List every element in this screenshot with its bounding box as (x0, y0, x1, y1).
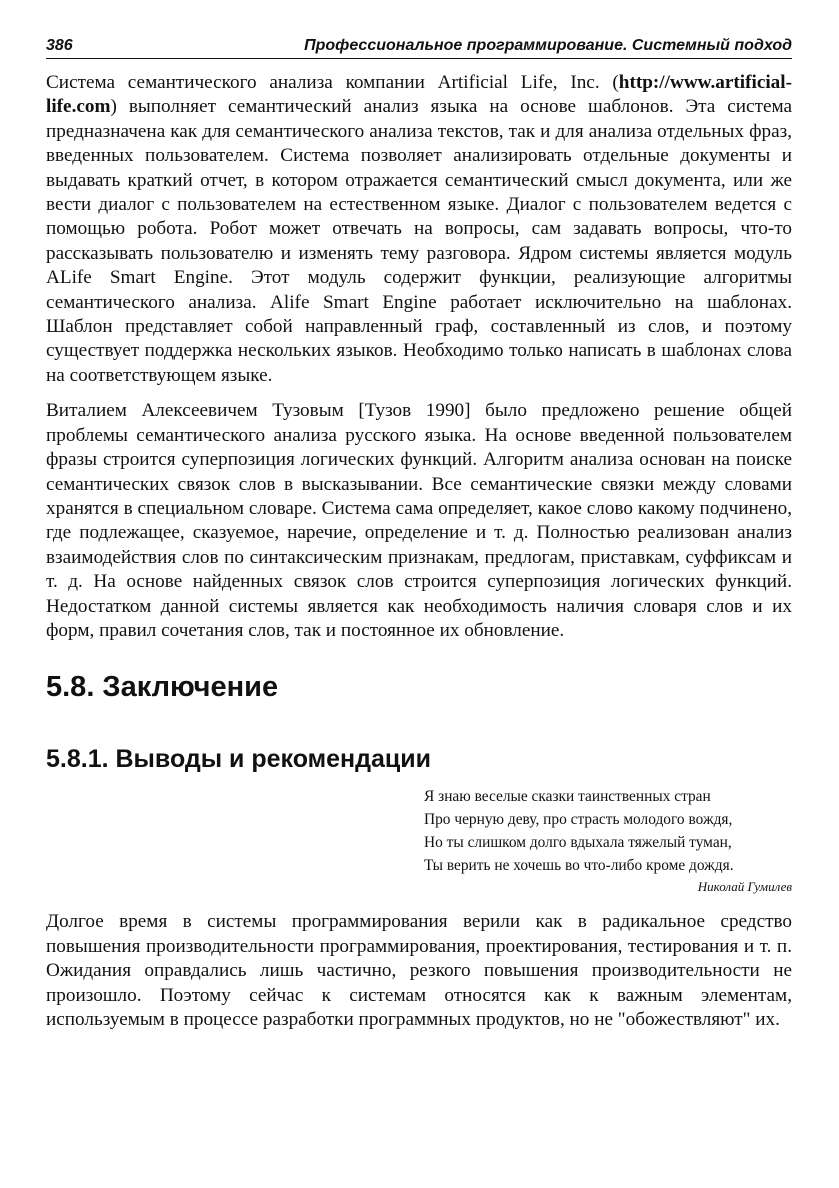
paragraph-artificial-life (46, 71, 792, 388)
paragraph-text: Система семантического анализа компании Artificial Life, Inc. ( (46, 72, 619, 93)
paragraph-tuzov: Виталием Алексеевичем Тузовым [Тузов 1990] было предложено решение общей проблемы семантического анализа русского языка. На основе введенной пользователем фразы строится суперпозиция логических функций. Алгоритм анализа основан на поиске семантических связок слов в высказывании. Все семантические связки между словами хранятся в специальном словаре. Система сама определяет, какое слово какому подчинено, где подлежащее, сказуемое, наречие, определение и т. д. Полностью реализован анализ взаимодействия слов по синтаксическим признакам, предлогам, приставкам, суффиксам и т. д. На основе найденных связок слов строится суперпозиция логических функций. Недостатком данной системы является как необходимость наличия словаря слов и их форм, правил сочетания слов, так и постоянное их обновление. (46, 400, 792, 641)
paragraph-text: ) выполняет семантический анализ языка на основе шаблонов. Эта система предназначена как для семантического анализа текстов, так и для анализа отдельных фраз, введенных пользователем. Система позволяет анализировать отдельные документы и выдавать краткий отчет, в котором отражается семантический смысл документа, или же вести диалог с пользователем на естественном языке. Диалог с пользователем ведется с помощью робота. Робот может отвечать на вопросы, сам задавать вопросы, что-то рассказывать пользователю и изменять тему разговора. Ядром системы является модуль ALife Smart Engine. Этот модуль содержит функции, реализующие алгоритмы семантического анализа. Alife Smart Engine работает исключительно на шаблонах. Шаблон представляет собой направленный граф, составленный из слов, и поэтому существует поддержка нескольких языков. Необходимо только написать в шаблонах слова на соответствующем языке. (46, 96, 792, 386)
epigraph-author: Николай Гумилев (697, 879, 792, 895)
subsection-heading: 5.8.1. Выводы и рекомендации (46, 745, 432, 774)
running-title: Профессиональное программирование. Системный подход (304, 37, 792, 54)
company-url: http://www.artificial-life.com (46, 72, 792, 118)
section-heading: 5.8. Заключение (46, 671, 279, 704)
book-page (46, 36, 792, 1032)
epigraph-line: Я знаю веселые сказки таинственных стран (424, 788, 711, 806)
page-number: 386 (46, 37, 73, 54)
running-head (46, 36, 792, 59)
epigraph-line: Ты верить не хочешь во что-либо кроме дождя. (424, 857, 734, 875)
epigraph-line: Но ты слишком долго вдыхала тяжелый туман, (424, 834, 732, 852)
paragraph-conclusion: Долгое время в системы программирования верили как в радикальное средство повышения производительности программирования, проектирования, тестирования и т. п. Ожидания оправдались лишь частично, резкого повышения производительности не произошло. Поэтому сейчас к системам относятся как к важным элементам, используемым в процессе разработки программных продуктов, но не "обожествляют" их. (46, 911, 792, 1030)
epigraph-line: Про черную деву, про страсть молодого вождя, (424, 811, 733, 829)
epigraph (424, 785, 792, 896)
